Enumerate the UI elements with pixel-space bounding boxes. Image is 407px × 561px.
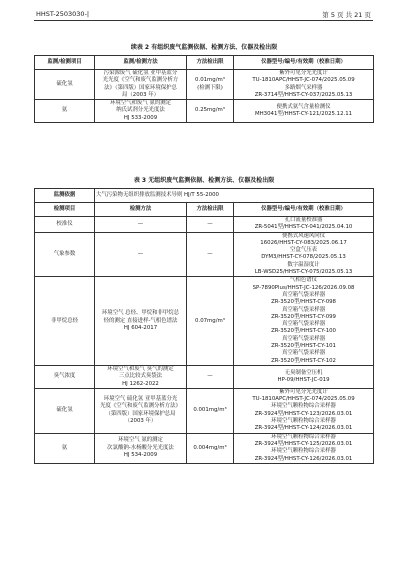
instrument-cell-line: 空盒气压表 [290,247,317,254]
column-header: 仪器型号/编号/有效期（校准日期） [234,203,374,217]
method-cell-line: 环境空气 硫化氢 亚甲基蓝分光 [103,396,178,403]
basis-value: 大气污染物无组织排放监测技术导则 HJ/T 55-2000 [95,189,374,203]
method-cell-line: 法》（第四版）国家环境保护总 [104,84,177,91]
table-title-row [35,173,374,189]
basis-label: 监测依据 [35,189,95,203]
instrument-cell-line: 便携式氨气含量检测仪 [276,103,331,110]
item-cell: 氨 [35,100,95,123]
report-number: HHST-2503030-| [36,10,90,18]
instrument-cell [234,433,374,463]
limit-cell-line: 0.07mg/m³ [195,317,225,324]
method-cell-line: HJ 534-2009 [123,451,158,458]
table-row [35,100,374,123]
limit-cell-line: 0.01mg/m³ [195,77,225,84]
instrument-cell-line: 真空箱气袋采样器 [281,335,326,342]
limit-cell [187,217,234,233]
table-row [35,277,374,366]
instrument-cell-line: ZR-3520型/HHST-CY-099 [271,313,336,320]
limit-cell [187,232,234,277]
column-header: 检测方法 [95,203,187,217]
method-cell [95,70,187,100]
item-cell: 氨 [35,433,95,463]
instrument-cell-line: 环境空气颗粒物综合采样器 [271,418,336,425]
instrument-cell-line: 紫外可见分光光度计 [279,388,328,395]
method-cell [95,217,187,233]
instrument-cell-line: ZR-3924型/HHST-CY-123/2026.03.01 [254,410,353,417]
method-cell-line: HJ 604-2017 [123,324,158,331]
table-row [35,70,374,100]
table-row [35,433,374,463]
instrument-cell-line: 便携式风速风向仪 [281,232,326,239]
instrument-cell-line: 气相色谱仪 [290,277,317,284]
method-cell-line: 光度《空气和废气监测分析方法》 [100,403,181,410]
page-indicator: 第 5 页 共 21 页 [322,11,371,19]
instrument-cell-line: 紫外可见分光光度计 [279,70,328,76]
basis-row [35,189,374,203]
method-cell-line: 环境空气和废气 氨的测定 [109,100,171,107]
column-header: 监测/检测项目 [35,56,95,70]
instrument-cell-line: HP-09/HHST-JC-019 [277,376,330,383]
instrument-cell-line: 环境空气颗粒物综合采样器 [271,433,336,440]
instrument-cell-line: 孔口流量校准器 [284,217,323,223]
method-cell-line: 局（2003 年） [122,91,159,98]
instrument-cell-line: 真空箱气袋采样器 [281,321,326,328]
method-cell-line: （第四版）国家环境保护总局 [105,410,176,417]
instrument-cell-line: LB-WSD25/HHST-CY-075/2025.05.13 [254,269,353,276]
limit-cell-line: (检测下限) [197,84,223,91]
limit-cell-line: — [207,220,213,227]
instrument-cell-line: ZR-3520型/HHST-CY-100 [271,328,336,335]
method-cell-line: 烃的测定 直接进样-气相色谱法 [103,317,178,324]
method-cell [95,100,187,123]
instrument-cell-line: ZR-3520型/HHST-CY-098 [271,299,336,306]
instrument-cell [234,277,374,366]
method-cell-line: HJ 1262-2022 [122,380,159,387]
instrument-cell-line: 环境空气颗粒物综合采样器 [271,403,336,410]
table-header-row [35,203,374,217]
limit-cell [187,277,234,366]
table-title-row [35,40,374,56]
method-cell-line: （2003 年） [124,418,157,425]
instrument-cell-line: 真空箱气袋采样器 [281,306,326,313]
method-cell-line: 三点比较式臭袋法 [118,373,163,380]
limit-cell-line: 0.001mg/m³ [193,407,227,414]
instrument-cell-line: 真空箱气袋采样器 [281,350,326,357]
limit-cell-line: 0.25mg/m³ [195,107,225,114]
method-cell [95,232,187,277]
table-organized-emission [34,40,374,123]
instrument-cell-line: TU-1810APC/HHST-JC-074/2025.05.09 [252,396,355,403]
limit-cell [187,388,234,433]
limit-cell [187,365,234,388]
header-divider [34,20,373,21]
instrument-cell-line: ZR-3714型/HHST-CY-037/2025.05.13 [254,91,353,98]
table-row [35,388,374,433]
instrument-cell-line: 真空箱气袋采样器 [281,291,326,298]
instrument-cell-line: ZR-3520型/HHST-CY-101 [271,343,336,350]
item-cell: 校准仪 [35,217,95,233]
instrument-cell-line: 无臭制备空压机 [284,369,323,376]
method-cell-line: 次氯酸钠-水杨酸分光光度法 [107,444,174,451]
method-cell-line: 环境空气和废气 臭气的测定 [107,365,174,372]
instrument-cell [234,100,374,123]
method-cell-line: 污染源废气 硫化氢 亚甲基蓝分 [103,70,178,76]
column-header: 监测/检测方法 [95,56,187,70]
method-cell-line: 环境空气 氨的测定 [118,437,163,444]
limit-cell-line: 0.004mg/m³ [193,444,227,451]
instrument-cell-line: 环境空气颗粒物综合采样器 [271,448,336,455]
method-cell [95,277,187,366]
method-cell-line: 光光度《空气和废气监测分析方 [102,77,179,84]
instrument-cell-line: SP-7890Plus/HHST-JC-126/2026.09.08 [252,284,355,291]
item-cell: 臭气浓度 [35,365,95,388]
limit-cell [187,70,234,100]
instrument-cell-line: ZR-3520型/HHST-CY-102 [271,357,336,364]
column-header: 方法检出限 [187,203,234,217]
instrument-cell [234,217,374,233]
instrument-cell-line: ZR-5041型/HHST-CY-041/2025.04.10 [254,224,353,231]
instrument-cell-line: MH3041型/HHST-CY-121/2025.12.11 [254,111,353,118]
method-cell-line: 环境空气 总烃、甲烷和非甲烷总 [101,310,180,317]
method-cell [95,365,187,388]
limit-cell-line: — [207,250,213,257]
limit-cell [187,433,234,463]
item-cell: 非甲烷总烃 [35,277,95,366]
instrument-cell-line: 16026/HHST-CY-083/2025.06.17 [260,239,347,246]
limit-cell [187,100,234,123]
table-row [35,365,374,388]
method-cell [95,388,187,433]
table-title: 表 3 无组织废气监测依据、检测方法、仪器及检出限 [35,173,374,189]
instrument-cell [234,365,374,388]
instrument-cell [234,232,374,277]
instrument-cell-line: ZR-3924型/HHST-CY-125/2026.03.01 [254,440,353,447]
item-cell: 气象参数 [35,232,95,277]
table-row [35,232,374,277]
instrument-cell-line: TU-1810APC/HHST-JC-074/2025.05.09 [252,77,355,84]
table-row [35,217,374,233]
method-cell [95,433,187,463]
table-title: 续表 2 有组织废气监测依据、检测方法、仪器及检出限 [35,40,374,56]
limit-cell-line: — [207,373,213,380]
item-cell: 硫化氢 [35,388,95,433]
column-header: 方法检出限 [187,56,234,70]
instrument-cell-line: ZR-3924型/HHST-CY-124/2026.03.01 [254,425,353,432]
column-header: 仪器型号/编号/有效期（校准日期） [234,56,374,70]
instrument-cell-line: 数字温湿度计 [287,261,320,268]
item-cell: 硫化氢 [35,70,95,100]
instrument-cell [234,70,374,100]
instrument-cell-line: DYM3/HHST-CY-078/2025.05.13 [261,254,346,261]
method-cell-line: 纳氏试剂分光光度法 [116,107,165,114]
method-cell-line: — [137,220,144,227]
method-cell-line: HJ 533-2009 [123,114,158,121]
column-header: 检测项目 [35,203,95,217]
table-unorganized-emission [34,173,374,464]
instrument-cell [234,388,374,433]
table-header-row [35,56,374,70]
instrument-cell-line: ZR-3924型/HHST-CY-126/2026.03.01 [254,455,353,462]
method-cell-line: — [137,250,144,257]
instrument-cell-line: 多路烟气采样器 [284,84,323,91]
